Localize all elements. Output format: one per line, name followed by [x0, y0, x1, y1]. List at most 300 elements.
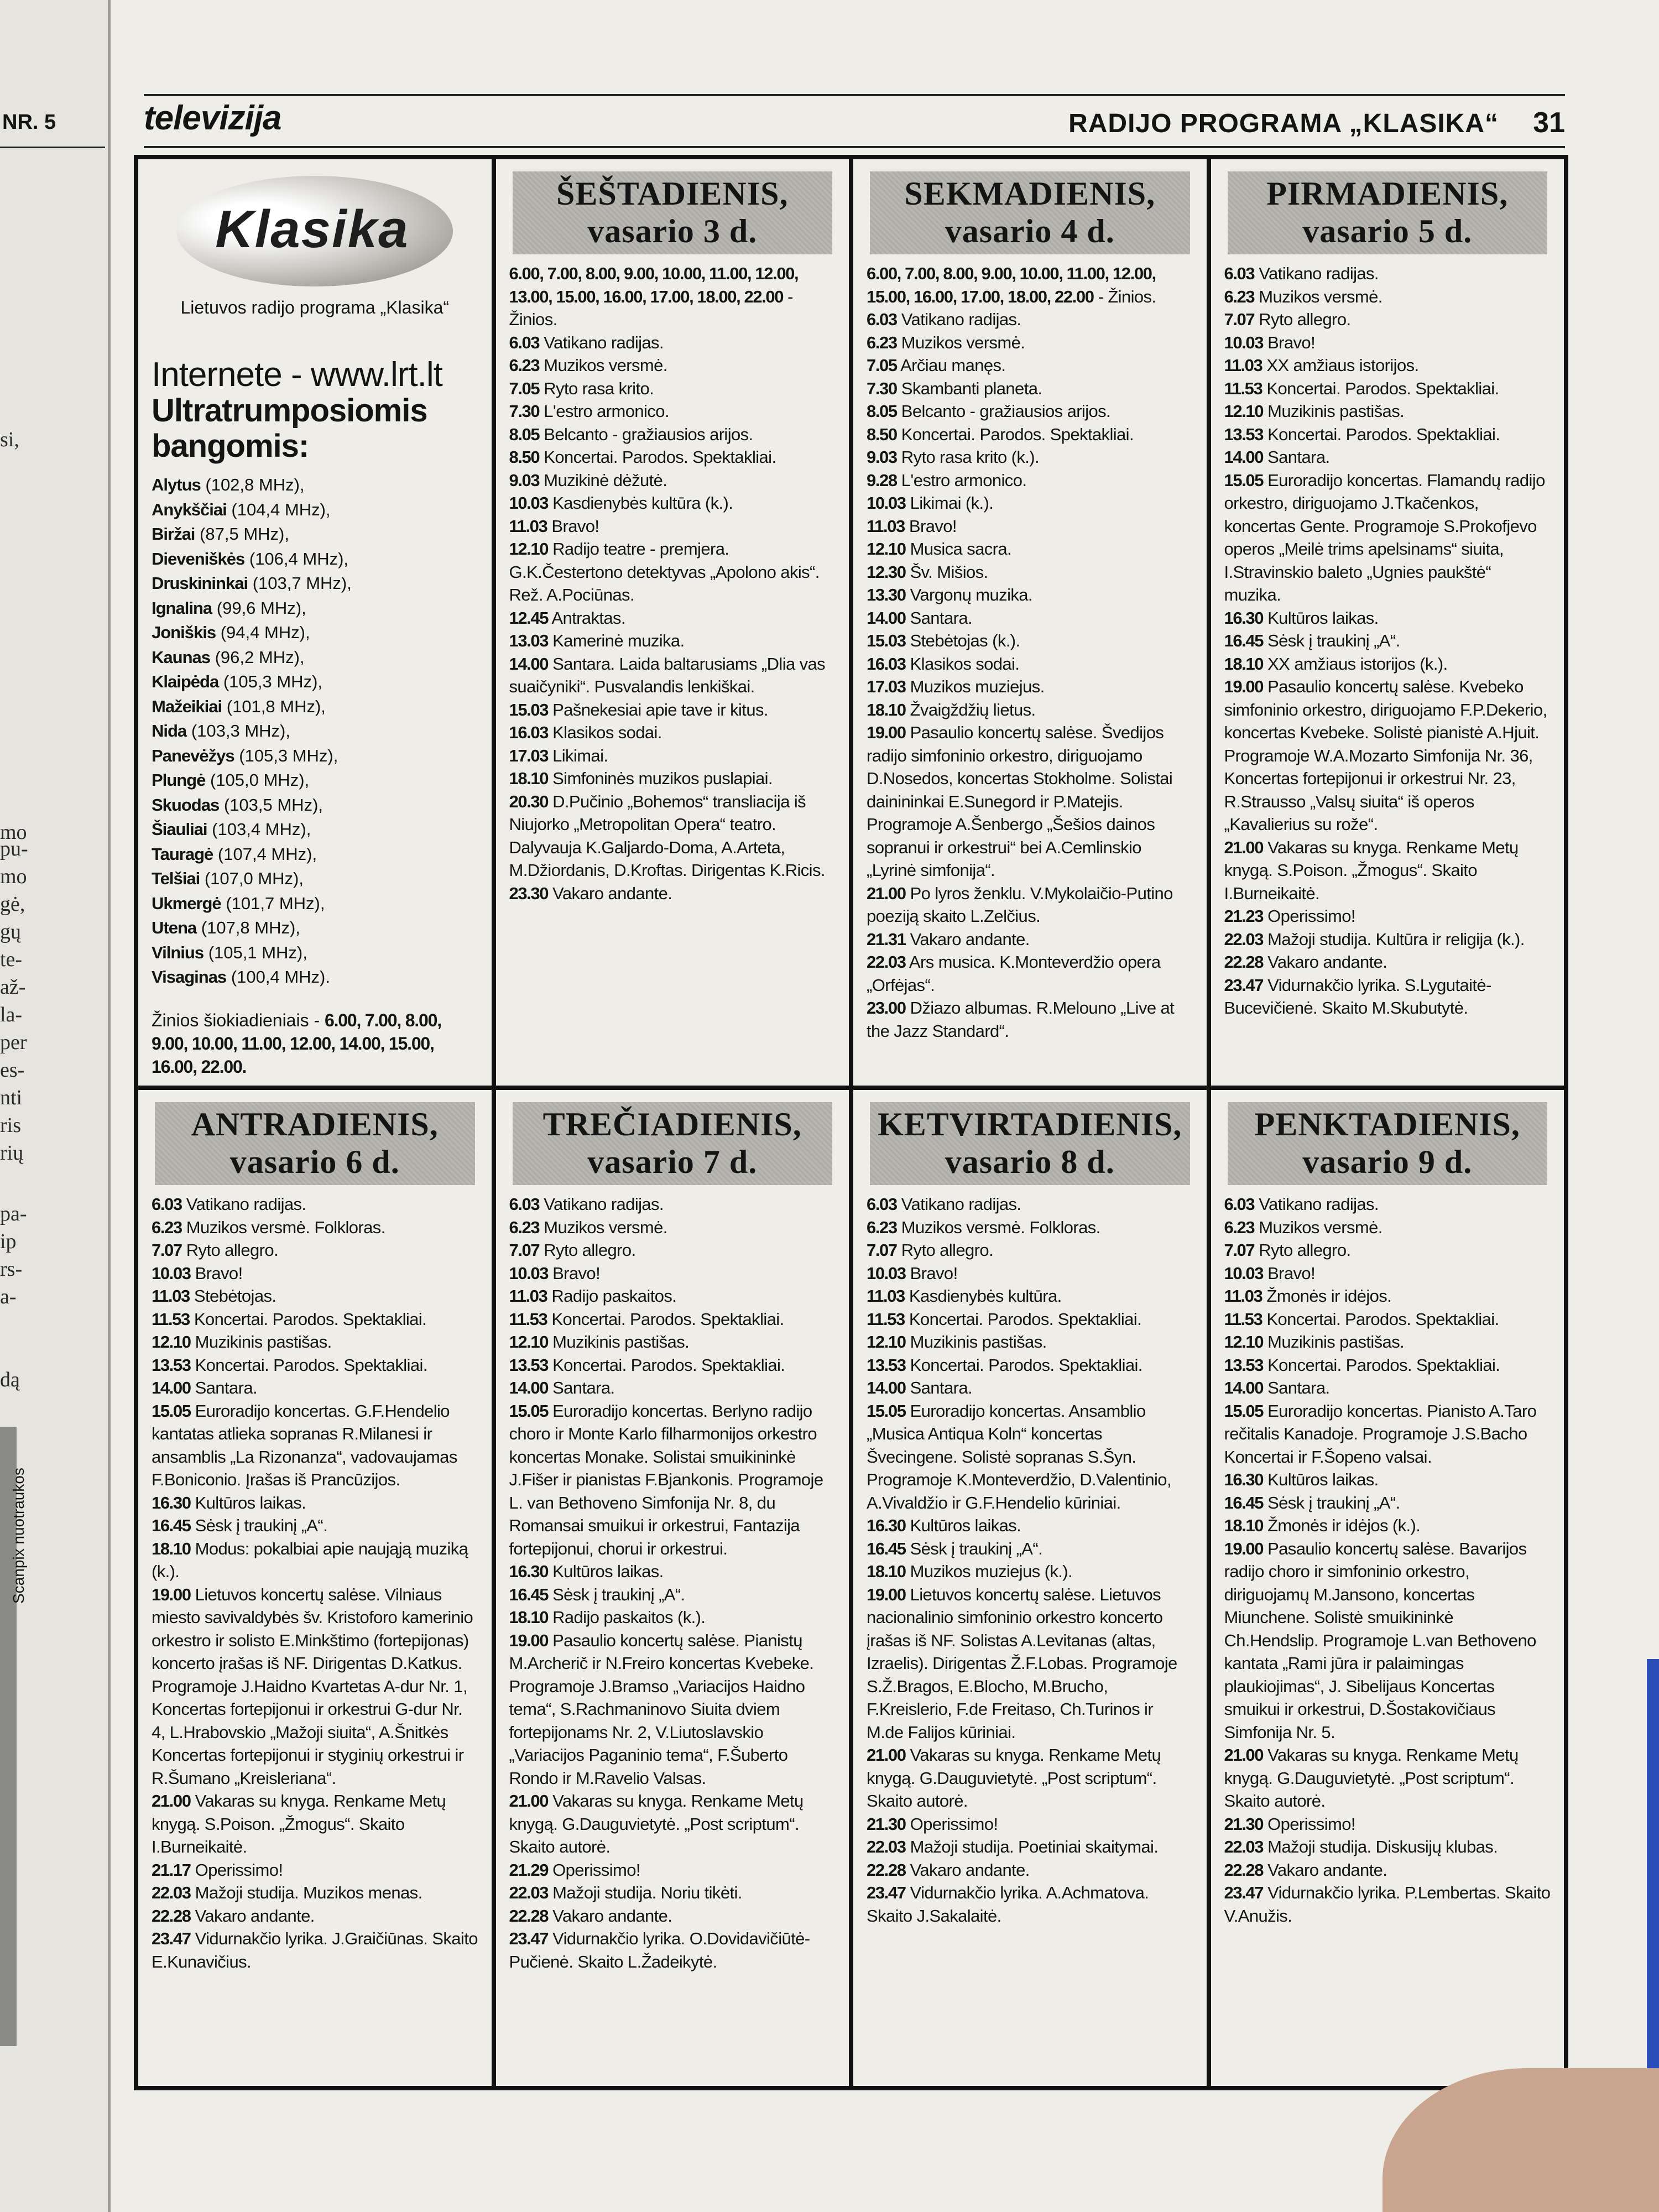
- program-title: Bravo!: [909, 516, 957, 536]
- program-title: Pasaulio koncertų salėse. Švedijos radijo simfoninio orkestro, diriguojamo D.Nosedos, koncertas Stokholme. Solistai dainininkai E.Sunegord ir P.Matejis. Programoje A.Šenbergo „Šešios dainos sopranui ir orkestrui“ bei A.Cemlinskio „Lyrinė simfonija“.: [867, 723, 1173, 880]
- program-time: 19.00: [1224, 677, 1264, 696]
- news-times: 6.00, 7.00, 8.00, 9.00, 10.00, 11.00, 12.00, 14.00, 15.00, 16.00, 22.00.: [152, 1010, 441, 1077]
- day-header: [513, 171, 833, 254]
- left-page-fragment: si,: [0, 428, 19, 451]
- program-title: Kultūros laikas.: [195, 1493, 306, 1512]
- program-time: 12.10: [152, 1332, 191, 1352]
- program-time: 21.31: [867, 929, 906, 949]
- left-page-fragment: es-: [0, 1058, 25, 1082]
- program-time: 15.05: [867, 1401, 906, 1421]
- program-entry: [867, 1262, 1193, 1285]
- ukb-heading: Ultratrumposiomis bangomis:: [152, 393, 427, 464]
- day-header: [870, 1102, 1190, 1185]
- program-entry: [509, 1400, 836, 1561]
- day-name: TREČIADIENIS,: [542, 1106, 802, 1142]
- program-entry: [509, 1354, 836, 1377]
- program-title: Muzikos versmė.: [1259, 1217, 1383, 1237]
- program-time: 22.03: [867, 952, 906, 972]
- city-name: Alytus: [152, 475, 201, 494]
- left-page-fragment: rių: [0, 1141, 24, 1165]
- program-time: 13.53: [1224, 424, 1264, 444]
- program-time: 6.03: [1224, 264, 1255, 283]
- program-entry: [867, 1835, 1193, 1859]
- program-time: 18.10: [152, 1538, 191, 1558]
- program-time: 10.03: [867, 1263, 906, 1283]
- program-time: 6.00, 7.00, 8.00, 9.00, 10.00, 11.00, 12.00, 15.00, 16.00, 17.00, 18.00, 22.00: [867, 264, 1156, 306]
- program-title: Sėsk į traukinį „A“.: [1267, 631, 1400, 650]
- city-name: Mažeikiai: [152, 696, 222, 716]
- program-title: Vakaras su knyga. Renkame Metų knygą. S.Poison. „Žmogus“. Skaito I.Burneikaitė.: [1224, 837, 1519, 903]
- program-title: Euroradijo koncertas. G.F.Hendelio kantatas atlieka sopranas R.Milanesi ir ansamblis „La Rizonanza“, vadovaujamas F.Boniconio. Įrašas iš Prancūzijos.: [152, 1401, 457, 1489]
- program-time: 19.00: [867, 723, 906, 742]
- program-title: Kasdienybės kultūra (k.).: [552, 493, 733, 513]
- city-name: Visaginas: [152, 967, 227, 987]
- program-time: 14.00: [1224, 447, 1264, 467]
- program-entry: [867, 561, 1193, 584]
- left-page-fragment: pa-: [0, 1202, 27, 1225]
- program-title: Stebėtojas.: [194, 1286, 276, 1306]
- city-frequency: (105,0 MHz),: [210, 770, 310, 790]
- program-entry: [867, 262, 1193, 308]
- program-time: 16.45: [1224, 631, 1264, 650]
- program-entry: [509, 882, 836, 905]
- program-time: 6.23: [509, 356, 540, 375]
- program-time: 6.23: [1224, 286, 1255, 306]
- frequency-item: [152, 596, 478, 621]
- program-time: 21.29: [509, 1860, 549, 1880]
- program-entry: [867, 1354, 1193, 1377]
- program-entry: [867, 928, 1193, 951]
- left-page-fragment: mo: [0, 865, 27, 888]
- program-entry: [509, 1193, 836, 1216]
- program-time: 10.03: [1224, 332, 1264, 352]
- program-time: 6.23: [152, 1217, 182, 1237]
- program-time: 7.05: [509, 378, 540, 398]
- program-entry: [509, 331, 836, 354]
- program-entry: [867, 1216, 1193, 1239]
- program-title: Muzikos versmė. Folkloras.: [186, 1217, 385, 1237]
- program-title: Koncertai. Parodos. Spektakliai.: [544, 447, 776, 467]
- day-name: ANTRADIENIS,: [191, 1106, 439, 1142]
- program-entry: [509, 1606, 836, 1629]
- program-title: Lietuvos koncertų salėse. Vilniaus miesto savivaldybės šv. Kristoforo kamerinio orkestro ir solisto E.Minkštimo (fortepijonas) koncerto įrašas iš NF. Dirigentas D.Katkus. Programoje J.Haidno Kvartetas A-dur Nr. 1, Koncertas fortepijonui ir orkestrui G-dur Nr. 4, L.Hrabovskio „Mažoji siuita“, A.Šnitkės Koncertas fortepijonui ir styginių orkestrui ir R.Šumano „Kreisleriana“.: [152, 1584, 473, 1788]
- program-title: Bravo!: [195, 1263, 243, 1283]
- left-page-rule: [0, 147, 105, 148]
- page-header: [144, 94, 1565, 148]
- program-entry: [867, 1859, 1193, 1882]
- program-title: Bravo!: [1267, 1263, 1316, 1283]
- program-entry: [152, 1881, 478, 1905]
- program-entry: [152, 1193, 478, 1216]
- program-title: Euroradijo koncertas. Flamandų radijo orkestro, diriguojamo J.Tkačenkos, koncertas Gente. Programoje S.Prokofjevo operos „Meilė trims apelsinams“ siuita, I.Stravinskio baleto „Ugnies paukštė“ muzika.: [1224, 470, 1545, 604]
- program-title: Euroradijo koncertas. Ansamblio „Musica Antiqua Koln“ koncertas Švecingene. Solistė sopranas S.Šyn. Programoje K.Monteverdžio, D.Valentinio, A.Vivaldžio ir G.F.Hendelio kūriniai.: [867, 1401, 1171, 1512]
- program-time: 19.00: [152, 1584, 191, 1604]
- program-time: 13.53: [1224, 1355, 1264, 1375]
- program-title: Likimai (k.).: [910, 493, 994, 513]
- city-frequency: (102,8 MHz),: [205, 475, 305, 494]
- program-entry: [509, 377, 836, 400]
- program-entry: [867, 675, 1193, 698]
- program-title: Vakaro andante.: [910, 1860, 1030, 1880]
- program-entry: [509, 1881, 836, 1905]
- program-time: 7.30: [867, 378, 897, 398]
- program-time: 21.30: [1224, 1814, 1264, 1834]
- program-time: 11.03: [867, 516, 905, 536]
- program-list: [867, 1193, 1193, 1927]
- program-entry: [152, 1537, 478, 1583]
- program-entry: [509, 767, 836, 790]
- program-title: Operissimo!: [1267, 1814, 1355, 1834]
- program-title: Vatikano radijas.: [901, 1194, 1021, 1214]
- program-time: 13.03: [509, 631, 549, 650]
- program-entry: [152, 1400, 478, 1491]
- program-title: Vidurnakčio lyrika. J.Graičiūnas. Skaito E.Kunavičius.: [152, 1929, 478, 1971]
- day-name: PENKTADIENIS,: [1254, 1106, 1520, 1142]
- day-date: vasario 7 d.: [587, 1144, 758, 1180]
- city-name: Šiauliai: [152, 820, 207, 839]
- program-entry: [867, 492, 1193, 515]
- city-name: Vilnius: [152, 942, 204, 962]
- program-entry: [509, 515, 836, 538]
- program-time: 12.10: [509, 1332, 549, 1352]
- program-time: 13.53: [152, 1355, 191, 1375]
- program-title: Žmonės ir idėjos (k.).: [1267, 1516, 1421, 1535]
- program-entry: [867, 721, 1193, 882]
- program-entry: [152, 1376, 478, 1400]
- day-name: PIRMADIENIS,: [1266, 175, 1509, 212]
- program-title: Ars musica. K.Monteverdžio opera „Orfėjas“.: [867, 952, 1161, 995]
- program-entry: [509, 1927, 836, 1973]
- program-title: Vatikano radijas.: [544, 332, 664, 352]
- program-time: 23.30: [509, 883, 549, 903]
- program-title: Pašnekesiai apie tave ir kitus.: [552, 700, 768, 719]
- program-time: 10.03: [867, 493, 906, 513]
- photo-credit: Scanpix nuotraukos: [10, 1468, 27, 1604]
- program-time: 6.03: [867, 1194, 897, 1214]
- program-entry: [1224, 377, 1551, 400]
- program-entry: [867, 997, 1193, 1042]
- program-time: 18.10: [867, 1562, 906, 1581]
- program-title: Muzikos muziejus.: [910, 677, 1045, 696]
- city-frequency: (103,7 MHz),: [252, 573, 352, 593]
- program-entry: [1224, 354, 1551, 377]
- program-time: 14.00: [152, 1378, 191, 1397]
- program-time: 7.05: [867, 356, 897, 375]
- program-time: 7.07: [509, 1240, 540, 1260]
- program-time: 9.03: [509, 470, 540, 490]
- program-entry: [1224, 1376, 1551, 1400]
- program-entry: [509, 1583, 836, 1606]
- program-time: 12.10: [509, 539, 549, 559]
- program-time: 23.47: [1224, 1883, 1264, 1902]
- program-entry: [152, 1859, 478, 1882]
- program-entry: [1224, 469, 1551, 607]
- program-entry: [509, 1629, 836, 1790]
- program-time: 22.03: [1224, 929, 1264, 949]
- city-frequency: (103,4 MHz),: [212, 820, 311, 839]
- frequency-item: [152, 645, 478, 670]
- program-title: D.Pučinio „Bohemos“ transliacija iš Niujorko „Metropolitan Opera“ teatro. Dalyvauja K.Galjardo-Doma, A.Arteta, M.Džiordanis, D.Kroftas. Dirigentas K.Ricis.: [509, 791, 825, 880]
- program-time: 7.07: [1224, 1240, 1255, 1260]
- program-entry: [509, 1216, 836, 1239]
- program-time: 11.53: [1224, 1309, 1262, 1329]
- program-title: Radijo paskaitos.: [551, 1286, 677, 1306]
- program-time: 21.30: [867, 1814, 906, 1834]
- left-page-fragment: až-: [0, 975, 26, 999]
- program-title: Radijo teatre - premjera. G.K.Čestertono detektyvas „Apolono akis“. Rež. A.Pociūnas.: [509, 539, 820, 604]
- program-time: 21.00: [509, 1791, 549, 1811]
- city-name: Nida: [152, 721, 187, 740]
- city-name: Druskininkai: [152, 573, 248, 593]
- program-entry: [867, 1376, 1193, 1400]
- day-schedule: [1211, 1090, 1564, 2086]
- program-title: Koncertai. Parodos. Spektakliai.: [551, 1309, 784, 1329]
- program-entry: [1224, 1193, 1551, 1216]
- program-title: Santara.: [1267, 447, 1330, 467]
- day-date: vasario 5 d.: [1302, 213, 1473, 249]
- program-title: Arčiau manęs.: [900, 356, 1006, 375]
- frequency-item: [152, 941, 478, 966]
- program-title: Klasikos sodai.: [910, 654, 1020, 674]
- city-frequency: (107,8 MHz),: [201, 918, 300, 937]
- program-title: Bravo!: [552, 1263, 601, 1283]
- program-time: 21.00: [867, 883, 906, 903]
- program-title: Vakaras su knyga. Renkame Metų knygą. G.Dauguvietytė. „Post scriptum“. Skaito autorė.: [509, 1791, 804, 1856]
- program-entry: [867, 1308, 1193, 1331]
- left-page-fragment: a-: [0, 1285, 17, 1308]
- program-title: Muzikos versmė.: [901, 332, 1025, 352]
- program-time: 21.17: [152, 1860, 191, 1880]
- day-name: KETVIRTADIENIS,: [878, 1106, 1182, 1142]
- program-title: Sėsk į traukinį „A“.: [1267, 1493, 1400, 1512]
- program-title: Modus: pokalbiai apie naująją muziką (k.).: [152, 1538, 468, 1581]
- program-title: Bravo!: [551, 516, 599, 536]
- program-title: - Žinios.: [1098, 286, 1156, 306]
- program-title: Vatikano radijas.: [186, 1194, 306, 1214]
- program-entry: [1224, 836, 1551, 905]
- city-name: Telšiai: [152, 869, 200, 888]
- program-title: Bravo!: [1267, 332, 1316, 352]
- city-frequency: (107,0 MHz),: [204, 869, 304, 888]
- frequency-item: [152, 719, 478, 744]
- program-title: Radijo paskaitos (k.).: [552, 1608, 706, 1627]
- program-entry: [867, 1331, 1193, 1354]
- program-time: 18.10: [1224, 654, 1264, 674]
- program-time: 10.03: [509, 493, 549, 513]
- program-list: [1224, 262, 1551, 1020]
- program-title: Šv. Mišios.: [910, 562, 988, 582]
- program-title: Ryto allegro.: [1259, 310, 1351, 329]
- left-page-fragment: gė,: [0, 893, 25, 916]
- program-time: 22.03: [1224, 1837, 1264, 1856]
- program-entry: [152, 1262, 478, 1285]
- frequency-item: [152, 891, 478, 916]
- program-entry: [867, 446, 1193, 469]
- program-entry: [152, 1216, 478, 1239]
- day-date: vasario 8 d.: [945, 1144, 1115, 1180]
- program-title: Koncertai. Parodos. Spektakliai.: [901, 424, 1134, 444]
- city-frequency: (94,4 MHz),: [220, 623, 310, 642]
- program-time: 15.05: [1224, 470, 1264, 490]
- program-entry: [509, 1905, 836, 1928]
- program-entry: [867, 583, 1193, 607]
- city-name: Plungė: [152, 770, 206, 790]
- program-entry: [867, 308, 1193, 331]
- program-time: 22.03: [509, 1883, 549, 1902]
- program-entry: [1224, 1491, 1551, 1515]
- program-title: Ryto allegro.: [544, 1240, 636, 1260]
- city-name: Biržai: [152, 524, 195, 544]
- city-frequency: (103,5 MHz),: [223, 795, 324, 815]
- program-title: Belcanto - gražiausios arijos.: [901, 401, 1111, 421]
- program-time: 18.10: [509, 1608, 549, 1627]
- program-title: Operissimo!: [195, 1860, 283, 1880]
- frequency-item: [152, 965, 478, 990]
- frequency-list: [152, 473, 478, 990]
- issue-number: NR. 5: [2, 111, 56, 134]
- program-title: Koncertai. Parodos. Spektakliai.: [552, 1355, 785, 1375]
- program-entry: [867, 423, 1193, 446]
- program-title: Muzikinis pastišas.: [1267, 1332, 1405, 1352]
- program-time: 8.05: [867, 401, 897, 421]
- left-page-fragment: pu-: [0, 837, 28, 860]
- program-time: 12.10: [1224, 401, 1264, 421]
- program-entry: [867, 400, 1193, 423]
- program-time: 16.30: [867, 1516, 906, 1535]
- program-title: Koncertai. Parodos. Spektakliai.: [909, 1309, 1142, 1329]
- program-entry: [509, 629, 836, 653]
- program-title: Sėsk į traukinį „A“.: [910, 1538, 1043, 1558]
- program-entry: [867, 1285, 1193, 1308]
- city-frequency: (106,4 MHz),: [249, 549, 349, 568]
- program-time: 16.30: [1224, 1470, 1264, 1489]
- program-title: Euroradijo koncertas. Berlyno radijo choro ir Monte Karlo filharmonijos orkestro koncertas Monake. Solistai smuikininkė J.Fišer ir pianistas F.Bjankonis. Programoje L. van Bethoveno Simfonija Nr. 8, du Romansai smuikui ir orkestrui, Fantazija fortepijonui, chorui ir orkestrui.: [509, 1401, 823, 1558]
- program-entry: [867, 882, 1193, 928]
- program-time: 11.03: [1224, 356, 1262, 375]
- program-time: 18.10: [867, 700, 906, 719]
- frequency-item: [152, 571, 478, 596]
- program-title: Vakaro andante.: [552, 883, 672, 903]
- program-title: Mažoji studija. Poetiniai skaitymai.: [910, 1837, 1159, 1856]
- program-title: Vidurnakčio lyrika. O.Dovidavičiūtė-Pučienė. Skaito L.Žadeikytė.: [509, 1929, 810, 1971]
- program-time: 11.03: [152, 1286, 190, 1306]
- program-entry: [867, 469, 1193, 492]
- program-entry: [1224, 1514, 1551, 1537]
- program-entry: [152, 1514, 478, 1537]
- day-header: [513, 1102, 833, 1185]
- program-title: Mažoji studija. Diskusijų klubas.: [1267, 1837, 1498, 1856]
- program-time: 6.23: [867, 332, 897, 352]
- program-time: 23.47: [867, 1883, 906, 1902]
- program-entry: [1224, 308, 1551, 331]
- frequency-item: [152, 620, 478, 645]
- frequency-item: [152, 916, 478, 941]
- program-time: 7.07: [1224, 310, 1255, 329]
- left-page-fragment: nti: [0, 1086, 23, 1109]
- program-title: Musica sacra.: [910, 539, 1012, 559]
- day-header: [1228, 171, 1548, 254]
- frequency-item: [152, 695, 478, 719]
- program-entry: [867, 607, 1193, 630]
- program-entry: [867, 1560, 1193, 1583]
- program-time: 22.28: [1224, 1860, 1264, 1880]
- program-entry: [152, 1331, 478, 1354]
- day-name: SEKMADIENIS,: [904, 175, 1156, 212]
- program-entry: [1224, 331, 1551, 354]
- program-entry: [867, 629, 1193, 653]
- program-entry: [867, 1744, 1193, 1813]
- program-title: Santara.: [910, 608, 972, 628]
- program-title: Mažoji studija. Muzikos menas.: [195, 1883, 422, 1902]
- program-time: 9.28: [867, 470, 897, 490]
- program-time: 16.30: [1224, 608, 1264, 628]
- program-title: Mažoji studija. Kultūra ir religija (k.).: [1267, 929, 1525, 949]
- program-entry: [867, 698, 1193, 722]
- program-time: 12.10: [867, 1332, 906, 1352]
- program-title: L'estro armonico.: [544, 401, 669, 421]
- program-entry: [509, 1376, 836, 1400]
- schedule-grid: [134, 155, 1568, 2090]
- program-title: Vidurnakčio lyrika. P.Lembertas. Skaito V.Anužis.: [1224, 1883, 1551, 1926]
- program-time: 14.00: [509, 654, 549, 674]
- program-entry: [1224, 423, 1551, 446]
- program-title: Santara.: [910, 1378, 972, 1397]
- program-entry: [1224, 1331, 1551, 1354]
- program-entry: [1224, 1537, 1551, 1744]
- program-entry: [152, 1583, 478, 1790]
- news-schedule: [152, 1009, 478, 1078]
- program-entry: [1224, 675, 1551, 836]
- city-frequency: (105,3 MHz),: [239, 745, 338, 765]
- program-title: Santara.: [195, 1378, 257, 1397]
- program-time: 15.03: [509, 700, 549, 719]
- program-time: 11.53: [867, 1309, 905, 1329]
- program-time: 6.03: [509, 332, 540, 352]
- program-title: Ryto rasa krito (k.).: [901, 447, 1039, 467]
- program-time: 11.53: [1224, 378, 1262, 398]
- program-title: XX amžiaus istorijos (k.).: [1267, 654, 1448, 674]
- left-page-fragment: ip: [0, 1230, 17, 1253]
- program-title: Koncertai. Parodos. Spektakliai.: [1266, 1309, 1499, 1329]
- city-frequency: (87,5 MHz),: [200, 524, 289, 544]
- program-entry: [1224, 607, 1551, 630]
- program-time: 15.05: [152, 1401, 191, 1421]
- city-frequency: (99,6 MHz),: [216, 598, 306, 618]
- program-entry: [509, 721, 836, 744]
- day-schedule: [496, 1090, 849, 2086]
- program-time: 22.28: [509, 1906, 549, 1926]
- program-entry: [509, 790, 836, 882]
- program-title: Kultūros laikas.: [1267, 608, 1379, 628]
- program-title: Operissimo!: [552, 1860, 640, 1880]
- program-time: 22.28: [867, 1860, 906, 1880]
- program-entry: [867, 653, 1193, 676]
- program-time: 12.10: [1224, 1332, 1264, 1352]
- city-name: Kaunas: [152, 647, 210, 667]
- frequency-item: [152, 473, 478, 498]
- program-entry: [867, 1813, 1193, 1836]
- program-time: 9.03: [867, 447, 897, 467]
- program-title: Stebėtojas (k.).: [910, 631, 1020, 650]
- frequency-item: [152, 670, 478, 695]
- program-time: 16.45: [509, 1584, 549, 1604]
- program-entry: [1224, 446, 1551, 469]
- city-frequency: (105,3 MHz),: [223, 672, 323, 691]
- program-time: 6.23: [867, 1217, 897, 1237]
- frequency-item: [152, 744, 478, 769]
- program-entry: [509, 492, 836, 515]
- program-list: [1224, 1193, 1551, 1927]
